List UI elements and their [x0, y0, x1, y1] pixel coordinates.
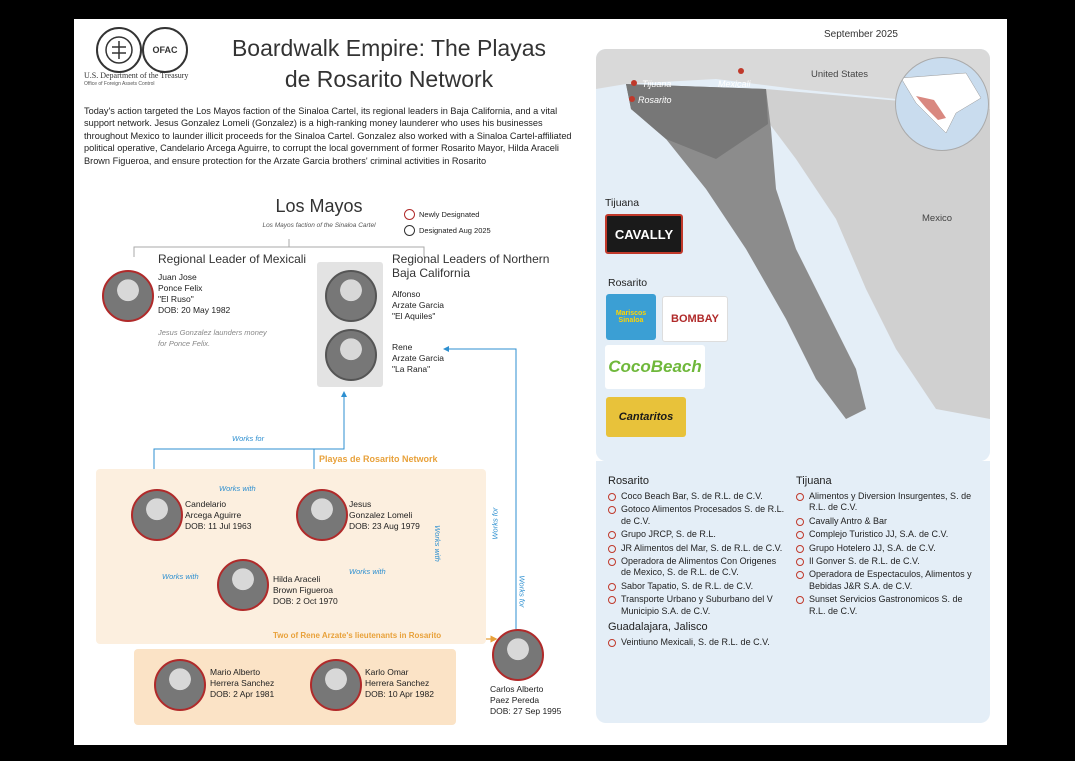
photo-alfonso	[325, 270, 377, 322]
company-name: Coco Beach Bar, S. de R.L. de C.V.	[621, 491, 763, 501]
juan-jose-name2: Ponce Felix	[158, 283, 203, 293]
logo-mariscos: Mariscos Sinaloa	[606, 294, 656, 340]
photo-rene	[325, 329, 377, 381]
logo-cocobeach: CocoBeach	[605, 345, 705, 389]
rene-name2: Arzate Garcia	[392, 353, 444, 363]
infographic-page	[74, 19, 1007, 745]
company-item	[796, 516, 981, 527]
globe-inset	[895, 57, 989, 151]
map-label-mexicali: Mexicali	[718, 79, 751, 89]
rosarito-companies	[608, 475, 788, 650]
rene-name1: Rene	[392, 342, 413, 352]
map-label-mexico: Mexico	[922, 213, 953, 224]
company-name: Cavally Antro & Bar	[809, 515, 888, 526]
bullet-icon	[796, 558, 804, 566]
company-item	[796, 594, 981, 617]
photo-carlos	[492, 629, 544, 681]
bullet-icon	[796, 493, 804, 501]
company-item	[608, 491, 788, 502]
alfonso-alias: "El Aquiles"	[392, 311, 436, 321]
company-name: Sabor Tapatio, S. de R.L. de C.V.	[621, 580, 754, 591]
intro-paragraph: Today's action targeted the Los Mayos faction of the Sinaloa Cartel, its regional leaders in Baja California, and a vital support network. Jesus Gonzalez Lomeli (Gonzalez) is a high-ranking money launderer who uses his businesses throughout Mexico to launder illicit proceeds for the Sinaloa Cartel. Gonzalez also worked with a Sinaloa Cartel-affiliated political operative, Candelario Arcega Aguirre, to corrupt the local government of former Rosarito Mayor, Hilda Araceli Brown Figueroa, and ensure protection for the Arzate Garcia brothers' criminal activities in Rosarito	[84, 106, 572, 166]
karlo-info: Karlo Omar Herrera Sanchez DOB: 10 Apr 1982	[365, 667, 434, 699]
juan-jose-info	[158, 272, 230, 316]
juan-jose-alias: "El Ruso"	[158, 294, 194, 304]
works-with-label-1: Works with	[219, 484, 256, 493]
ofac-seal: OFAC	[142, 27, 188, 73]
photo-hilda	[217, 559, 269, 611]
mario-info: Mario Alberto Herrera Sanchez DOB: 2 Apr 1981	[210, 667, 275, 699]
tijuana-companies-title: Tijuana	[796, 475, 832, 487]
bullet-icon	[796, 571, 804, 579]
logo-bombay: BOMBAY	[662, 296, 728, 342]
bullet-icon	[608, 596, 616, 604]
bullet-icon	[796, 531, 804, 539]
company-name: Transporte Urbano y Suburbano del V Municipio S.A. de C.V.	[621, 594, 773, 616]
rosarito-company-list	[608, 491, 788, 617]
carlos-info: Carlos Alberto Paez Pereda DOB: 27 Sep 1995	[490, 684, 562, 716]
logo-cavally: CAVALLY	[605, 214, 683, 254]
bullet-icon	[796, 518, 804, 526]
bullet-icon	[608, 506, 616, 514]
rene-alias: "La Rana"	[392, 364, 431, 374]
rosarito-companies-title: Rosarito	[608, 475, 649, 487]
northern-header: Regional Leaders of Northern Baja California	[392, 252, 550, 280]
legend-newly-label: Newly Designated	[419, 210, 480, 219]
bullet-icon	[608, 583, 616, 591]
date-label: September 2025	[824, 29, 898, 40]
works-for-label: Works for	[232, 434, 265, 443]
logos-tijuana-label: Tijuana	[605, 197, 640, 209]
bullet-icon	[608, 558, 616, 566]
bullet-icon	[608, 639, 616, 647]
company-name: Operadora de Alimentos Con Origenes de Mexico, S. de R.L. de C.V.	[621, 556, 777, 578]
juan-jose-name1: Juan Jose	[158, 272, 197, 282]
company-name: Operadora de Espectaculos, Alimentos y Bebidas J&R S.A. de C.V.	[809, 569, 972, 591]
company-item	[608, 543, 788, 554]
tijuana-companies	[796, 475, 981, 619]
photo-mario	[154, 659, 206, 711]
company-name: Alimentos y Diversion Insurgentes, S. de R.L. de C.V.	[809, 491, 972, 513]
lieutenants-label: Two of Rene Arzate's lieutenants in Rosarito	[273, 631, 442, 640]
company-item	[796, 556, 981, 567]
company-name: Sunset Servicios Gastronomicos S. de R.L. de C.V.	[809, 594, 963, 616]
photo-jesus	[296, 489, 348, 541]
logo-cantaritos: Cantaritos	[606, 397, 686, 437]
works-with-label-4: Works with	[432, 525, 442, 562]
works-with-label-3: Works with	[349, 567, 386, 576]
company-item	[796, 543, 981, 554]
map-label-rosarito: Rosarito	[638, 95, 672, 105]
treasury-sublabel: Office of Foreign Assets Control	[84, 81, 155, 87]
legend-prior-label: Designated Aug 2025	[419, 226, 491, 235]
company-item	[796, 491, 981, 514]
bullet-icon	[608, 531, 616, 539]
alfonso-info	[392, 289, 444, 322]
guadalajara-title: Guadalajara, Jalisco	[608, 621, 708, 634]
los-mayos-subtitle: Los Mayos faction of the Sinaloa Cartel	[262, 222, 376, 229]
alfonso-name1: Alfonso	[392, 289, 421, 299]
company-item	[608, 504, 788, 527]
company-name: JR Alimentos del Mar, S. de R.L. de C.V.	[621, 542, 783, 553]
los-mayos-title: Los Mayos	[275, 196, 363, 216]
logos-rosarito-label: Rosarito	[608, 277, 648, 289]
company-item	[608, 556, 788, 579]
network-title: Playas de Rosarito Network	[319, 454, 438, 464]
company-name: Gotoco Alimentos Procesados S. de R.L. de C.V.	[621, 504, 785, 526]
map-label-tijuana: Tijuana	[642, 79, 672, 89]
company-name: Complejo Turistico JJ, S.A. de C.V.	[809, 529, 949, 540]
company-item	[608, 529, 788, 540]
bullet-icon	[796, 545, 804, 553]
works-for-label-2: Works for	[490, 507, 500, 540]
bullet-icon	[796, 596, 804, 604]
company-item	[608, 581, 788, 592]
photo-juan-jose	[102, 270, 154, 322]
juan-jose-dob: DOB: 20 May 1982	[158, 305, 231, 315]
rene-info	[392, 342, 444, 375]
treasury-label: U.S. Department of the Treasury	[84, 71, 189, 80]
company-item	[608, 637, 788, 648]
hilda-info: Hilda Araceli Brown Figueroa DOB: 2 Oct 1970	[273, 574, 338, 606]
company-name: Il Gonver S. de R.L. de C.V.	[809, 556, 920, 567]
tijuana-company-list	[796, 491, 981, 617]
bullet-icon	[608, 545, 616, 553]
company-item	[796, 529, 981, 540]
photo-karlo	[310, 659, 362, 711]
candelario-info: Candelario Arcega Aguirre DOB: 11 Jul 1963	[185, 499, 252, 531]
company-item	[608, 594, 788, 617]
jesus-info: Jesus Gonzalez Lomeli DOB: 23 Aug 1979	[349, 499, 420, 531]
works-for-label-3: Works for	[517, 575, 527, 608]
map-label-us: United States	[811, 69, 869, 80]
map-panel	[596, 49, 990, 461]
company-name: Grupo JRCP, S. de R.L.	[621, 529, 716, 540]
company-name: Grupo Hotelero JJ, S.A. de C.V.	[809, 542, 936, 553]
page-title: Boardwalk Empire: The Playas de Rosarito Network	[231, 35, 547, 92]
alfonso-name2: Arzate Garcia	[392, 300, 444, 310]
bullet-icon	[608, 493, 616, 501]
mexicali-note: Jesus Gonzalez launders money for Ponce Felix.	[158, 328, 267, 348]
works-with-label-2: Works with	[162, 572, 199, 581]
company-name: Veintiuno Mexicali, S. de R.L. de C.V.	[621, 637, 770, 648]
photo-candelario	[131, 489, 183, 541]
guadalajara-company-list	[608, 637, 788, 648]
mexicali-header: Regional Leader of Mexicali	[158, 252, 307, 266]
company-item	[796, 569, 981, 592]
